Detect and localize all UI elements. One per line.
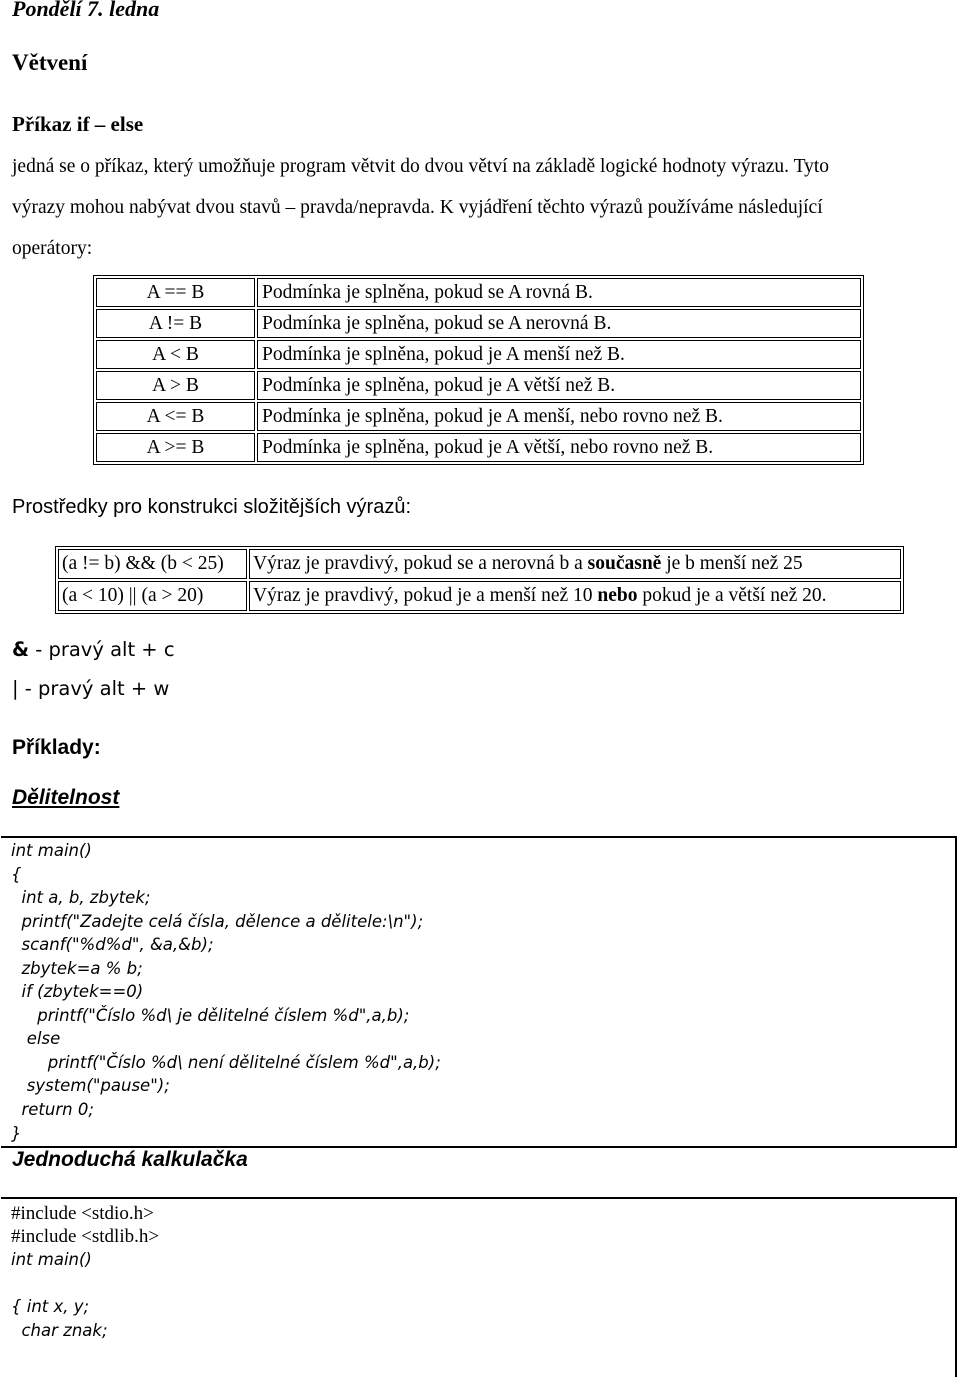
description-text: pokud je a větší než 20.	[637, 585, 827, 606]
heading-simple-calculator: Jednoduchá kalkulačka	[12, 1148, 248, 1171]
table-row	[58, 581, 901, 611]
operator-cell: A == B	[96, 278, 255, 307]
table-row	[58, 549, 901, 579]
table-row	[96, 340, 861, 369]
date-rest: 7. ledna	[81, 0, 160, 21]
description-cell: Podmínka je splněna, pokud se A rovná B.	[257, 278, 861, 307]
emphasis-text: nebo	[597, 585, 638, 606]
code-line: { int x, y;	[11, 1297, 90, 1316]
description-text: Výraz je pravdivý, pokud je a menší než 10	[253, 585, 598, 606]
code-line: zbytek=a % b;	[11, 959, 143, 978]
description-cell: Podmínka je splněna, pokud se A nerovná B.	[257, 309, 861, 338]
table-row	[96, 433, 861, 462]
expression-description	[249, 581, 901, 611]
subheading-if-else: Příkaz if – else	[12, 112, 144, 136]
code-line: scanf("%d%d", &a,&b);	[11, 935, 214, 954]
expressions-table	[55, 546, 904, 614]
operator-cell: A > B	[96, 371, 255, 400]
emphasis-text: současně	[587, 553, 662, 574]
shortcut-ampersand	[12, 638, 175, 661]
description-text: Výraz je pravdivý, pokud se a nerovná b a	[253, 553, 588, 574]
heading-divisibility: Dělitelnost	[12, 786, 120, 809]
table-row	[96, 402, 861, 431]
code-line: int a, b, zbytek;	[11, 888, 151, 907]
paragraph-line: operátory:	[12, 238, 93, 259]
code-line: char znak;	[11, 1321, 108, 1340]
code-line: printf("Číslo %d\ je dělitelné číslem %d",a,b);	[11, 1006, 410, 1025]
operator-cell: A >= B	[96, 433, 255, 462]
code-line: int main()	[11, 1250, 92, 1269]
code-block-calculator	[1, 1197, 957, 1377]
description-cell: Podmínka je splněna, pokud je A menší, nebo rovno než B.	[257, 402, 861, 431]
paragraph-line: výrazy mohou nabývat dvou stavů – pravda/nepravda. K vyjádření těchto výrazů používáme následující	[12, 197, 823, 218]
section-heading-branching: Větvení	[12, 50, 88, 75]
expression-description	[249, 549, 901, 579]
shortcut-text: - pravý alt + w	[18, 677, 170, 700]
description-cell: Podmínka je splněna, pokud je A menší než B.	[257, 340, 861, 369]
code-line: printf("Zadejte celá čísla, dělence a dělitele:\n");	[11, 912, 424, 931]
code-block-divisibility	[1, 836, 957, 1148]
operators-table	[93, 275, 864, 465]
code-line: {	[11, 865, 22, 884]
code-line: #include <stdio.h>	[11, 1203, 154, 1224]
description-text: je b menší než 25	[661, 553, 803, 574]
heading-examples: Příklady:	[12, 736, 101, 759]
code-line: #include <stdlib.h>	[11, 1226, 160, 1247]
code-line: }	[11, 1124, 22, 1143]
paragraph-line: jedná se o příkaz, který umožňuje program větvit do dvou větví na základě logické hodnoty výrazu. Tyto	[12, 156, 830, 177]
expression-cell: (a < 10) || (a > 20)	[58, 581, 247, 611]
description-cell: Podmínka je splněna, pokud je A větší než B.	[257, 371, 861, 400]
operator-cell: A != B	[96, 309, 255, 338]
code-line: system("pause");	[11, 1076, 170, 1095]
description-cell: Podmínka je splněna, pokud je A větší, nebo rovno než B.	[257, 433, 861, 462]
intro-paragraph	[12, 146, 942, 269]
shortcut-symbol: &	[12, 638, 30, 661]
table-row	[96, 309, 861, 338]
table-row	[96, 371, 861, 400]
code-line: if (zbytek==0)	[11, 982, 144, 1001]
operator-cell: A <= B	[96, 402, 255, 431]
code-line: else	[11, 1029, 61, 1048]
date-day: Pondělí	[12, 0, 82, 21]
shortcut-pipe	[12, 677, 169, 700]
expression-cell: (a != b) && (b < 25)	[58, 549, 247, 579]
heading-complex-expressions: Prostředky pro konstrukci složitějších výrazů:	[12, 496, 412, 518]
shortcut-symbol: |	[12, 677, 19, 700]
code-line: int main()	[11, 841, 92, 860]
operator-cell: A < B	[96, 340, 255, 369]
date-heading	[12, 0, 159, 22]
shortcut-text: - pravý alt + c	[29, 638, 175, 661]
code-line: return 0;	[11, 1100, 94, 1119]
code-line: printf("Číslo %d\ není dělitelné číslem %d",a,b);	[11, 1053, 441, 1072]
table-row	[96, 278, 861, 307]
